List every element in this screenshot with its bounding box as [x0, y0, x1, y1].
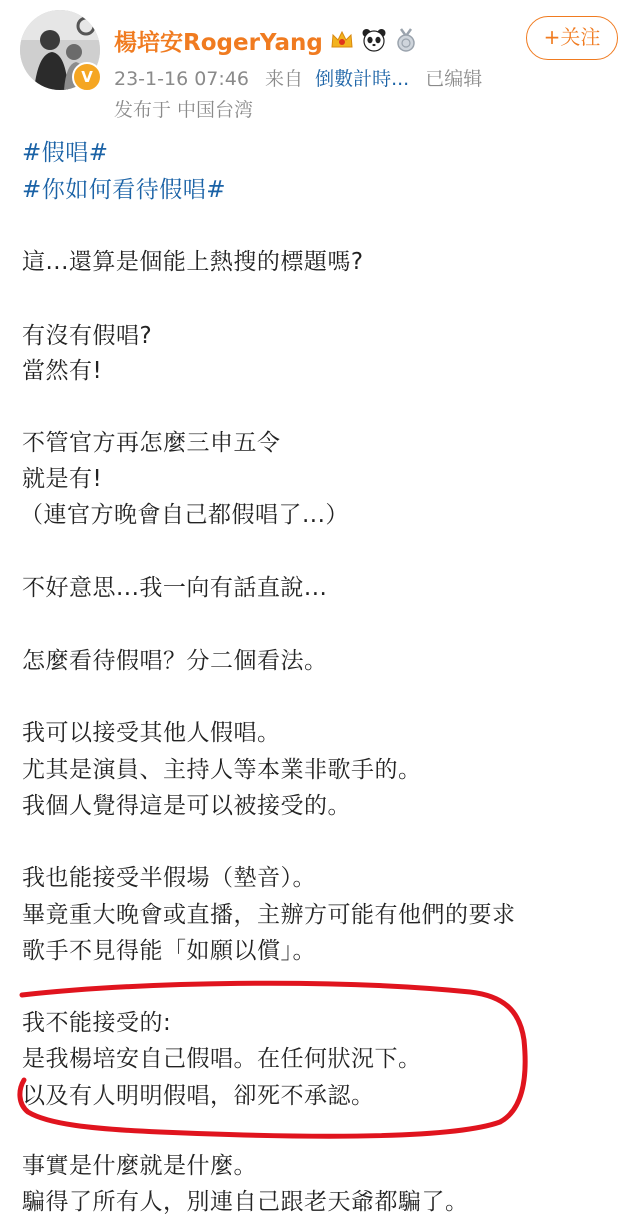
panda-icon[interactable] [361, 27, 387, 53]
post-header [0, 0, 640, 130]
post-text-line: 我個人覺得這是可以被接受的。 [22, 793, 351, 819]
post-text-line: 我可以接受其他人假唱。 [22, 720, 281, 746]
post-text-line: 事實是什麼就是什麼。 [22, 1153, 257, 1179]
post-text-line: 畢竟重大晚會或直播，主辦方可能有他們的要求 [22, 902, 516, 928]
post-date: 23-1-16 07:46 [114, 68, 249, 90]
post-meta [114, 64, 482, 91]
post-text-line: 歌手不見得能「如願以償」。 [22, 938, 316, 964]
medal-icon[interactable] [393, 27, 419, 53]
hashtag-link[interactable]: #你如何看待假唱# [22, 177, 227, 203]
post-text-line: 有沒有假唱? [22, 323, 153, 349]
edited-label[interactable]: 已编辑 [425, 68, 483, 90]
author-row [114, 22, 419, 58]
post-text-line: 是我楊培安自己假唱。在任何狀況下。 [22, 1046, 422, 1072]
post-text-line: 就是有! [22, 466, 103, 492]
post-text-line: 這...還算是個能上熱搜的標題嗎? [22, 249, 364, 275]
post-text-line: 騙得了所有人，別連自己跟老天爺都騙了。 [22, 1189, 469, 1215]
post-text-line: 我也能接受半假場（墊音）。 [22, 865, 316, 891]
crown-icon[interactable] [329, 27, 355, 53]
post-text-line: （連官方晚會自己都假唱了...） [20, 502, 349, 528]
post-text-line: 以及有人明明假唱，卻死不承認。 [22, 1083, 375, 1109]
from-label: 来自 [265, 68, 304, 90]
post-text-line: 怎麼看待假唱？分二個看法。 [22, 648, 328, 674]
hashtag-link[interactable]: #假唱# [22, 140, 109, 166]
post-text-line: 尤其是演員、主持人等本業非歌手的。 [22, 757, 422, 783]
author-name[interactable]: 楊培安RogerYang [114, 29, 323, 56]
post-text-line: 不好意思...我一向有話直說... [22, 575, 328, 601]
post-text-line: 當然有! [22, 358, 103, 384]
source-link[interactable]: 倒數計時... [315, 68, 410, 90]
post-text-line: 我不能接受的: [22, 1010, 172, 1036]
verified-icon: V [72, 62, 102, 92]
location-label: 发布于 中国台湾 [114, 99, 254, 121]
follow-button[interactable]: +关注 [526, 16, 618, 60]
post-text-line: 不管官方再怎麼三申五令 [22, 430, 281, 456]
